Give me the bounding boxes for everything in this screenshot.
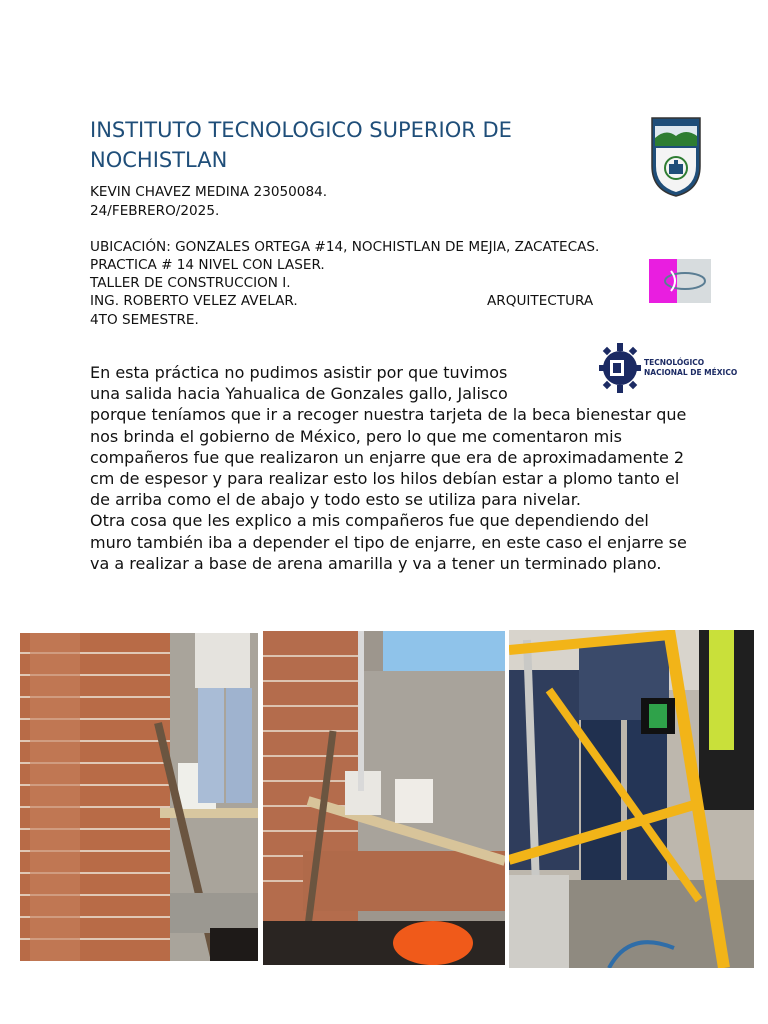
- location-line: UBICACIÓN: GONZALES ORTEGA #14, NOCHISTLAN DE MEJIA, ZACATECAS.: [90, 239, 600, 255]
- site-photo-2: [263, 631, 505, 965]
- report-body: [90, 362, 690, 574]
- semester-line: 4TO SEMESTRE.: [90, 312, 199, 328]
- color-logo: [649, 257, 711, 307]
- school-shield-logo: [650, 116, 702, 198]
- body-line-2: una salida hacia Yahualica de Gonzales gallo, Jalisco: [90, 384, 508, 404]
- paragraph-2: Otra cosa que les explico a mis compañeros fue que dependiendo del muro también iba a depender el tipo de enjarre, en este caso el enjarre se va a realizar a base de arena amarilla y va a tener un terminado plano.: [90, 511, 687, 573]
- date-line: 24/FEBRERO/2025.: [90, 203, 220, 219]
- paragraph-1-rest: porque teníamos que ir a recoger nuestra tarjeta de la beca bienestar que nos brinda el gobierno de México, pero lo que me comentaron mis compañeros fue que realizaron un enjarre que era de aproximadamente 2 cm de espesor y para realizar esto los hilos debían estar a plomo tanto el de arriba como el de abajo y todo esto se utiliza para nivelar.: [90, 405, 687, 510]
- title-line-2: NOCHISTLAN: [90, 148, 228, 172]
- tecnm-line-1: TECNOLÓGICO: [644, 358, 705, 367]
- student-line: KEVIN CHAVEZ MEDINA 23050084.: [90, 184, 328, 200]
- practice-line: PRACTICA # 14 NIVEL CON LASER.: [90, 257, 325, 273]
- teacher-line: ING. ROBERTO VELEZ AVELAR.: [90, 293, 298, 309]
- site-photo-1: [20, 633, 258, 961]
- workshop-line: TALLER DE CONSTRUCCION I.: [90, 275, 291, 291]
- body-line-1: En esta práctica no pudimos asistir por que tuvimos: [90, 363, 508, 382]
- paragraph-1: [90, 362, 690, 510]
- career-line: ARQUITECTURA: [487, 293, 594, 309]
- document-title: [90, 115, 610, 175]
- site-photo-3: [509, 630, 754, 968]
- title-line-1: INSTITUTO TECNOLOGICO SUPERIOR DE: [90, 118, 512, 142]
- tecnm-line-2: NACIONAL DE MÉXICO: [644, 368, 738, 377]
